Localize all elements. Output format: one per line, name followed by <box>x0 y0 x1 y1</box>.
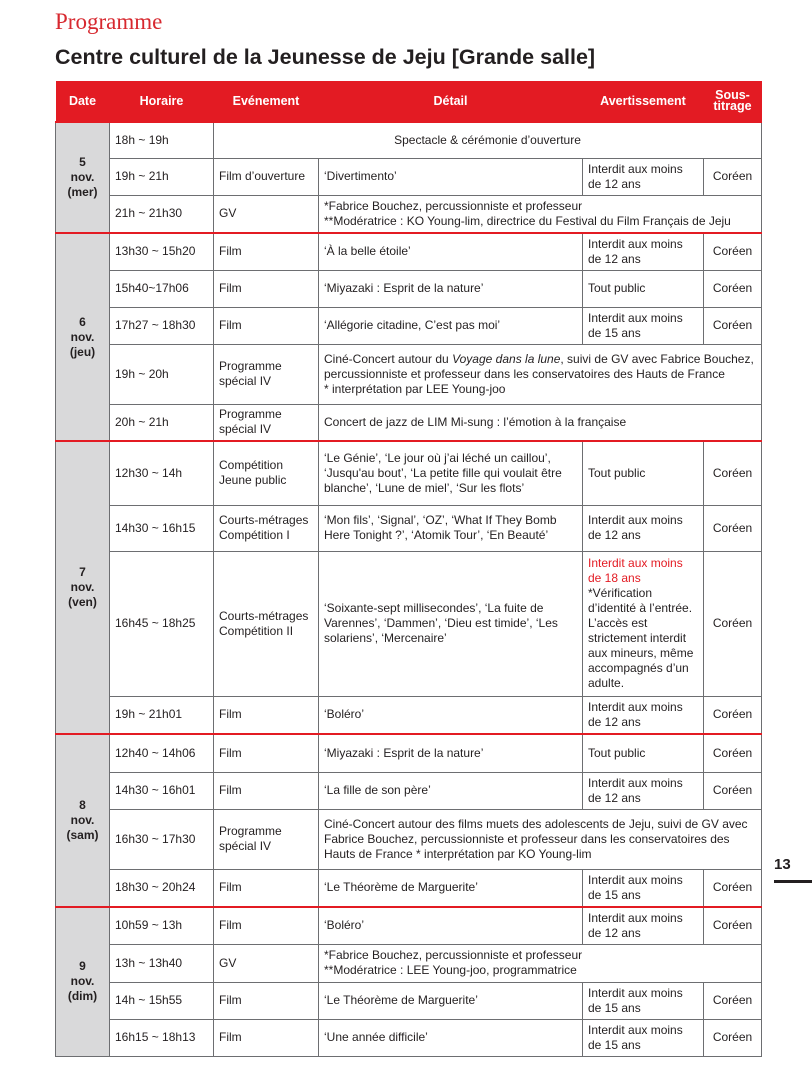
detail-cell: ‘Le Théorème de Marguerite’ <box>319 982 583 1019</box>
detail-cell: ‘Une année difficile’ <box>319 1019 583 1056</box>
detail-cell: ‘Le Génie’, ‘Le jour où j’ai léché un caillou’, ‘Jusqu'au bout’, ‘La petite fille qui voulait être blanche’, ‘Lune de miel’, ‘Sur les flots’ <box>319 441 583 505</box>
warning-18-label: Interdit aux moins de 18 ans <box>588 556 683 585</box>
table-row <box>56 944 762 982</box>
event-cell: Film <box>214 696 319 734</box>
table-row <box>56 158 762 195</box>
subtitle-cell: Coréen <box>704 233 762 270</box>
time-cell: 19h ~ 20h <box>110 344 214 404</box>
page-number: 13 <box>774 856 791 873</box>
time-cell: 19h ~ 21h <box>110 158 214 195</box>
warning-cell: Interdit aux moins de 15 ans <box>583 1019 704 1056</box>
event-cell: Film <box>214 869 319 907</box>
detail-cell: ‘La fille de son père’ <box>319 772 583 809</box>
warning-cell: Tout public <box>583 441 704 505</box>
detail-cell: Ciné-Concert autour du Voyage dans la lune, suivi de GV avec Fabrice Bouchez, percussionniste et professeur dans les conservatoires des Hauts de France * interprétation par LEE Young-joo <box>319 344 762 404</box>
subtitle-cell: Coréen <box>704 869 762 907</box>
detail-cell: ‘Mon fils’, ‘Signal’, ‘OZ’, ‘What If They Bomb Here Tonight ?’, ‘Atomik Tour’, ‘En Beauté’ <box>319 505 583 551</box>
detail-cell: ‘Boléro’ <box>319 696 583 734</box>
time-cell: 20h ~ 21h <box>110 404 214 441</box>
page-title: Centre culturel de la Jeunesse de Jeju [Grande salle] <box>55 45 596 69</box>
detail-cell: ‘Divertimento’ <box>319 158 583 195</box>
detail-cell: ‘Miyazaki : Esprit de la nature’ <box>319 734 583 772</box>
header-date: Date <box>56 81 110 122</box>
time-cell: 16h30 ~ 17h30 <box>110 809 214 869</box>
event-cell: Film <box>214 1019 319 1056</box>
warning-cell: Interdit aux moins de 15 ans <box>583 982 704 1019</box>
header-detail: Détail <box>319 81 583 122</box>
detail-cell: *Fabrice Bouchez, percussionniste et professeur **Modératrice : KO Young-lim, directrice du Festival du Film Français de Jeju <box>319 195 762 233</box>
detail-cell: ‘Soixante-sept millisecondes’, ‘La fuite de Varennes’, ‘Dammen’, ‘Dieu est timide’, ‘Les solariens’, ‘Mercenaire’ <box>319 551 583 696</box>
table-row <box>56 982 762 1019</box>
event-cell: GV <box>214 195 319 233</box>
subtitle-cell: Coréen <box>704 307 762 344</box>
time-cell: 21h ~ 21h30 <box>110 195 214 233</box>
date-cell: 5 nov. (mer) <box>56 122 110 233</box>
table-row <box>56 1019 762 1056</box>
table-row <box>56 441 762 505</box>
event-cell: Film <box>214 734 319 772</box>
event-cell: GV <box>214 944 319 982</box>
time-cell: 13h30 ~ 15h20 <box>110 233 214 270</box>
table-row <box>56 809 762 869</box>
event-cell: Film <box>214 982 319 1019</box>
event-cell: Film <box>214 907 319 944</box>
subtitle-cell: Coréen <box>704 907 762 944</box>
detail-cell: ‘Le Théorème de Marguerite’ <box>319 869 583 907</box>
table-row <box>56 696 762 734</box>
detail-cell: ‘Allégorie citadine, C’est pas moi’ <box>319 307 583 344</box>
subtitle-cell: Coréen <box>704 505 762 551</box>
detail-cell: ‘À la belle étoile’ <box>319 233 583 270</box>
detail-cell: Spectacle & cérémonie d’ouverture <box>214 122 762 158</box>
event-cell: Film d’ouverture <box>214 158 319 195</box>
detail-cell: Concert de jazz de LIM Mi-sung : l’émotion à la française <box>319 404 762 441</box>
subtitle-cell: Coréen <box>704 982 762 1019</box>
time-cell: 12h30 ~ 14h <box>110 441 214 505</box>
event-cell: Film <box>214 233 319 270</box>
table-row <box>56 270 762 307</box>
warning-cell: Interdit aux moins de 15 ans <box>583 869 704 907</box>
date-cell: 7 nov. (ven) <box>56 441 110 734</box>
time-cell: 17h27 ~ 18h30 <box>110 307 214 344</box>
warning-cell: Interdit aux moins de 18 ans *Vérification d’identité à l’entrée. L’accès est strictement interdit aux mineurs, même accompagnés d’un adulte. <box>583 551 704 696</box>
time-cell: 16h15 ~ 18h13 <box>110 1019 214 1056</box>
event-cell: Courts-métrages Compétition I <box>214 505 319 551</box>
event-cell: Film <box>214 270 319 307</box>
event-cell: Film <box>214 307 319 344</box>
table-row <box>56 195 762 233</box>
table-header-row <box>56 81 762 122</box>
page-number-rule <box>774 880 812 883</box>
time-cell: 10h59 ~ 13h <box>110 907 214 944</box>
detail-cell: ‘Miyazaki : Esprit de la nature’ <box>319 270 583 307</box>
time-cell: 16h45 ~ 18h25 <box>110 551 214 696</box>
event-cell: Programme spécial IV <box>214 344 319 404</box>
warning-cell: Interdit aux moins de 12 ans <box>583 505 704 551</box>
header-avertissement: Avertissement <box>583 81 704 122</box>
time-cell: 13h ~ 13h40 <box>110 944 214 982</box>
table-row <box>56 734 762 772</box>
event-cell: Film <box>214 772 319 809</box>
warning-cell: Interdit aux moins de 15 ans <box>583 307 704 344</box>
date-cell: 8 nov. (sam) <box>56 734 110 907</box>
subtitle-cell: Coréen <box>704 441 762 505</box>
warning-cell: Tout public <box>583 270 704 307</box>
table-row <box>56 122 762 158</box>
time-cell: 12h40 ~ 14h06 <box>110 734 214 772</box>
warning-cell: Interdit aux moins de 12 ans <box>583 907 704 944</box>
time-cell: 18h ~ 19h <box>110 122 214 158</box>
table-row <box>56 869 762 907</box>
subtitle-cell: Coréen <box>704 551 762 696</box>
subtitle-cell: Coréen <box>704 1019 762 1056</box>
date-cell: 6 nov. (jeu) <box>56 233 110 441</box>
warning-cell: Interdit aux moins de 12 ans <box>583 158 704 195</box>
warning-cell: Interdit aux moins de 12 ans <box>583 696 704 734</box>
table-row <box>56 233 762 270</box>
subtitle-cell: Coréen <box>704 734 762 772</box>
header-horaire: Horaire <box>110 81 214 122</box>
subtitle-cell: Coréen <box>704 772 762 809</box>
header-sous-titrage: Sous-titrage <box>704 81 762 122</box>
table-row <box>56 772 762 809</box>
time-cell: 14h30 ~ 16h15 <box>110 505 214 551</box>
date-cell: 9 nov. (dim) <box>56 907 110 1056</box>
warning-cell: Interdit aux moins de 12 ans <box>583 772 704 809</box>
table-row <box>56 404 762 441</box>
detail-cell: *Fabrice Bouchez, percussionniste et professeur **Modératrice : LEE Young-joo, programmatrice <box>319 944 762 982</box>
subtitle-cell: Coréen <box>704 270 762 307</box>
detail-cell: Ciné-Concert autour des films muets des adolescents de Jeju, suivi de GV avec Fabrice Bouchez, percussionniste et professeur dans les conservatoires des Hauts de France * interprétation par KO Young-lim <box>319 809 762 869</box>
time-cell: 15h40~17h06 <box>110 270 214 307</box>
subtitle-cell: Coréen <box>704 696 762 734</box>
event-cell: Compétition Jeune public <box>214 441 319 505</box>
table-row <box>56 551 762 696</box>
programme-table <box>55 81 762 1057</box>
detail-cell: ‘Boléro’ <box>319 907 583 944</box>
event-cell: Programme spécial IV <box>214 809 319 869</box>
time-cell: 18h30 ~ 20h24 <box>110 869 214 907</box>
time-cell: 14h ~ 15h55 <box>110 982 214 1019</box>
table-row <box>56 307 762 344</box>
warning-cell: Tout public <box>583 734 704 772</box>
table-row <box>56 505 762 551</box>
table-row <box>56 344 762 404</box>
event-cell: Courts-métrages Compétition II <box>214 551 319 696</box>
section-title: Programme <box>55 9 163 34</box>
subtitle-cell: Coréen <box>704 158 762 195</box>
event-cell: Programme spécial IV <box>214 404 319 441</box>
warning-cell: Interdit aux moins de 12 ans <box>583 233 704 270</box>
header-evenement: Evénement <box>214 81 319 122</box>
table-row <box>56 907 762 944</box>
time-cell: 14h30 ~ 16h01 <box>110 772 214 809</box>
time-cell: 19h ~ 21h01 <box>110 696 214 734</box>
